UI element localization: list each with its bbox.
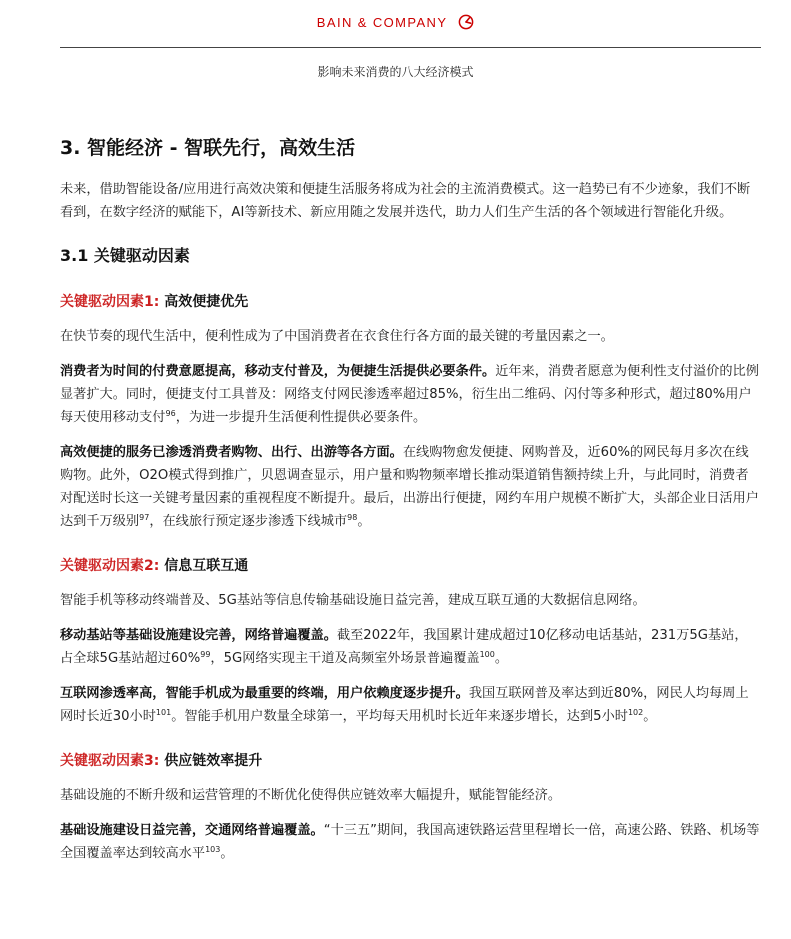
driver-label: 关键驱动因素2: (60, 558, 160, 574)
page-header (0, 0, 791, 48)
document-body (60, 134, 760, 865)
point-text: 。 (643, 709, 657, 724)
header-divider (60, 47, 761, 48)
point-text: 我国互联网普及率达到近80%，网民人均每周上网时长近30小时 (60, 686, 749, 724)
footnote-ref: 96 (165, 409, 176, 418)
running-title: 影响未来消费的八大经济模式 (317, 65, 474, 79)
brand-name: BAIN & COMPANY (316, 15, 448, 30)
point-text: 。 (494, 651, 509, 666)
driver-point (60, 624, 760, 670)
section-intro: 未来，借助智能设备/应用进行高效决策和便捷生活服务将成为社会的主流消费模式。这一趋势已有不少迹象，我们不断看到，在数字经济的赋能下，AI等新技术、新应用随之发展并迭代，助力人们生产生活的各个领域进行智能化升级。 (60, 182, 751, 220)
driver-summary: 在快节奏的现代生活中，便利性成为了中国消费者在衣食住行各方面的最关键的考量因素之一。 (60, 329, 614, 344)
point-lead: 高效便捷的服务已渗透消费者购物、出行、出游等各方面。 (60, 445, 403, 460)
driver-point (60, 819, 760, 865)
point-lead: 移动基站等基础设施建设完善，网络普遍覆盖。 (60, 628, 337, 643)
driver-title (60, 750, 760, 772)
point-text: 在线购物愈发便捷、网购普及，近60%的网民每月多次在线购物。此外，O2O模式得到推广，贝恩调查显示，用户量和购物频率增长推动渠道销售额持续上升，与此同时，消费者对配送时长这一关键考量因素的重视程度不断提升。最后，出游出行便捷，网约车用户规模不断扩大，头部企业日活用户达到千万级别 (60, 445, 759, 529)
footnote-ref: 97 (139, 513, 150, 522)
driver-point (60, 441, 760, 533)
footnote-ref: 101 (155, 708, 172, 717)
driver-summary: 智能手机等移动终端普及、5G基站等信息传输基础设施日益完善，建成互联互通的大数据信息网络。 (60, 593, 646, 608)
point-text: ，为进一步提升生活便利性提供必要条件。 (175, 410, 427, 425)
driver-name: 供应链效率提升 (164, 753, 263, 769)
point-lead: 消费者为时间的付费意愿提高，移动支付普及，为便捷生活提供必要条件。 (60, 364, 496, 379)
point-lead: 互联网渗透率高，智能手机成为最重要的终端，用户依赖度逐步提升。 (60, 686, 469, 701)
footnote-ref: 100 (479, 650, 495, 659)
driver-name: 信息互联互通 (164, 558, 249, 574)
footnote-ref: 102 (627, 708, 644, 717)
driver-name: 高效便捷优先 (164, 294, 249, 310)
point-text: 近年来，消费者愿意为便利性支付溢价的比例显著扩大。同时，便捷支付工具普及：网络支付网民渗透率超过85%，衍生出二维码、闪付等多种形式，超过80%用户每天使用移动支付 (60, 364, 759, 425)
driver-point (60, 682, 760, 728)
point-text: 。 (357, 514, 371, 529)
driver-point (60, 360, 760, 429)
footnote-ref: 98 (347, 513, 358, 522)
subsection-title: 3.1 关键驱动因素 (60, 246, 190, 265)
driver-summary: 基础设施的不断升级和运营管理的不断优化使得供应链效率大幅提升，赋能智能经济。 (60, 788, 562, 803)
brand-logo (0, 14, 791, 31)
point-text: 截至2022年，我国累计建成超过10亿移动电话基站，231万5G基站，占全球5G基站超过60% (60, 628, 748, 666)
driver-title (60, 555, 760, 577)
driver-label: 关键驱动因素3: (60, 753, 160, 769)
point-text: 。智能手机用户数量全球第一，平均每天用机时长近年来逐步增长，达到5小时 (171, 709, 628, 724)
point-text: ，5G网络实现主干道及高频室外场景普遍覆盖 (210, 651, 480, 666)
point-text: 。 (220, 846, 234, 861)
footnote-ref: 103 (205, 845, 221, 854)
footnote-ref: 99 (200, 650, 211, 659)
point-text: ，在线旅行预定逐步渗透下线城市 (149, 514, 348, 529)
driver-label: 关键驱动因素1: (60, 294, 160, 310)
driver-title (60, 291, 760, 313)
section-title: 3. 智能经济 - 智联先行，高效生活 (60, 137, 356, 159)
point-lead: 基础设施建设日益完善，交通网络普遍覆盖。 (60, 823, 324, 838)
bain-circle-icon (458, 14, 474, 30)
point-text: “十三五”期间，我国高速铁路运营里程增长一倍，高速公路、铁路、机场等全国覆盖率达到较高水平 (60, 823, 760, 861)
